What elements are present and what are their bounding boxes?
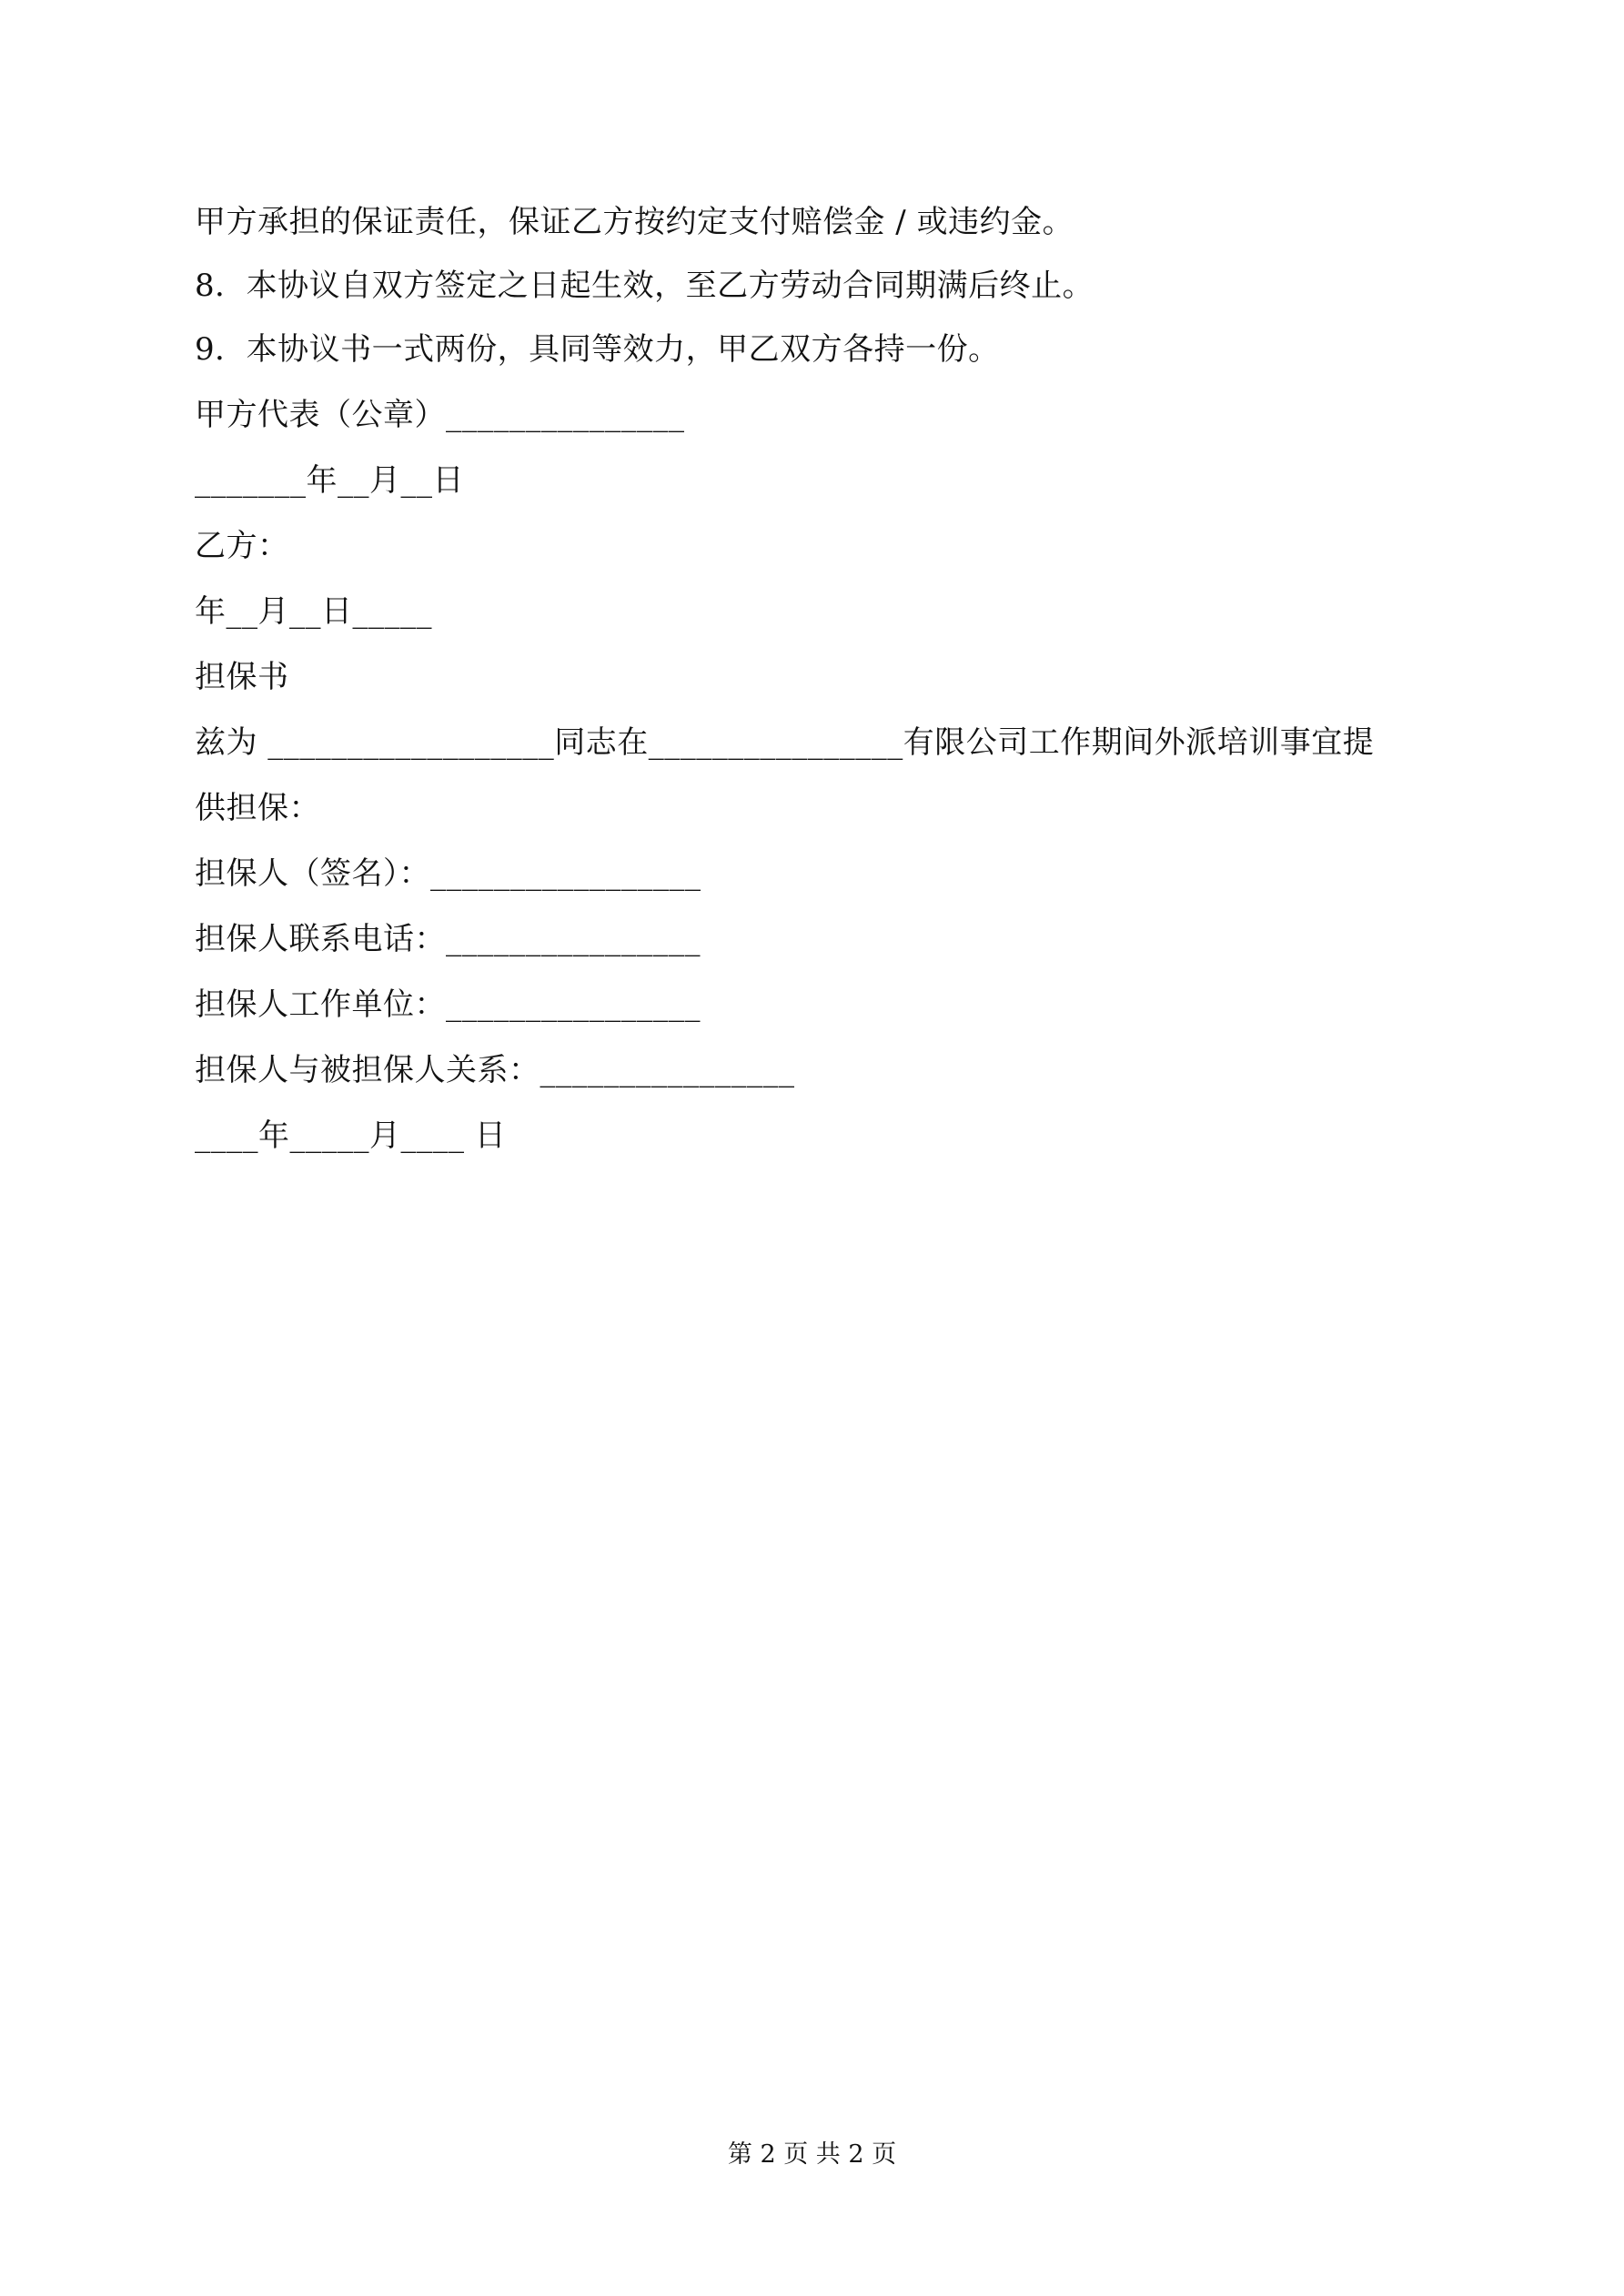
party-b-label: 乙方： <box>195 528 289 564</box>
clause-8: 8．本协议自双方签定之日起生效，至乙方劳动合同期满后终止。 <box>195 268 1094 304</box>
guarantee-statement-line-2: 供担保： <box>195 790 320 826</box>
guarantor-phone-line: 担保人联系电话：________________ <box>195 921 701 957</box>
party-a-representative-line: 甲方代表（公章）_______________ <box>195 397 685 433</box>
guarantee-clause-continuation: 甲方承担的保证责任，保证乙方按约定支付赔偿金 / 或违约金。 <box>195 204 1074 240</box>
guarantee-date-line: ____年_____月____ 日 <box>195 1118 507 1154</box>
guarantor-signature-line: 担保人（签名）：_________________ <box>195 855 701 892</box>
party-b-date-line: 年__月__日_____ <box>195 593 432 630</box>
clause-9: 9．本协议书一式两份，具同等效力，甲乙双方各持一份。 <box>195 331 1000 368</box>
guarantor-employer-line: 担保人工作单位：________________ <box>195 986 701 1023</box>
guarantor-relationship-line: 担保人与被担保人关系：________________ <box>195 1052 795 1088</box>
guarantee-letter-title: 担保书 <box>195 659 289 695</box>
guarantee-statement-line-1: 兹为 __________________同志在________________有限公司工作期间外派培训事宜提 <box>195 724 1375 761</box>
party-a-date-line: _______年__月__日 <box>195 462 464 499</box>
page-number-footer: 第 2 页 共 2 页 <box>727 2140 897 2169</box>
